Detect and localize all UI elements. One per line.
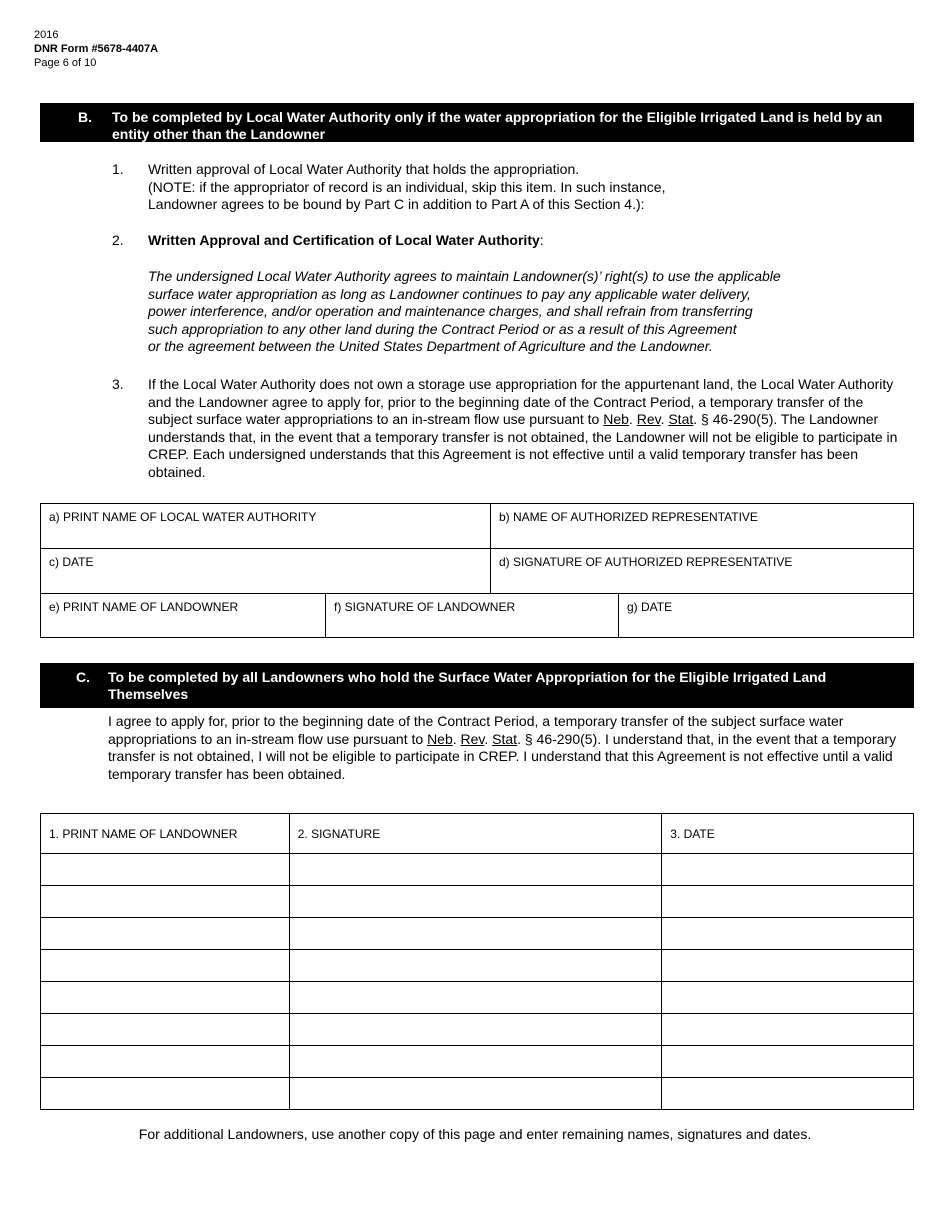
statute-c-rev: Rev: [460, 730, 485, 747]
item-1-line-2: (NOTE: if the appropriator of record is an individual, skip this item. In such instance,: [148, 178, 666, 195]
table-row: [41, 1078, 914, 1110]
table-row: [41, 886, 914, 918]
table-row: [41, 982, 914, 1014]
section-b-letter: B.: [78, 109, 92, 125]
table-row: [41, 950, 914, 982]
section-c-header: [40, 663, 914, 708]
section-c-letter: C.: [76, 669, 90, 685]
section-c-text: I agree to apply for, prior to the beginning date of the Contract Period, a temporary transfer of the subject surface water appropriations to an in-stream flow use pursuant to Neb. Rev. Stat. § 46-290(5). I understand that, in the event that a temporary transfer is not obtained, I will not be eligible to participate in CREP. I understand that this Agreement is not effective until a valid temporary transfer has been obtained.: [108, 713, 897, 782]
section-c-title: To be completed by all Landowners who hold the Surface Water Appropriation for the Eligible Irrigated Land Themselves: [108, 669, 827, 702]
date-cell[interactable]: [662, 918, 914, 950]
field-f-label: f) SIGNATURE OF LANDOWNER: [334, 600, 516, 614]
item-1-number: 1.: [112, 161, 124, 177]
col-date: 3. DATE: [662, 814, 914, 854]
field-landowner-date[interactable]: [618, 593, 914, 638]
col-print-name: 1. PRINT NAME OF LANDOWNER: [41, 814, 290, 854]
name-cell[interactable]: [41, 982, 290, 1014]
signature-cell[interactable]: [289, 854, 662, 886]
table-row: [41, 918, 914, 950]
signature-cell[interactable]: [289, 982, 662, 1014]
landowner-signature-table: [40, 813, 914, 1110]
cert-line-3: power interference, and/or operation and maintenance charges, and shall refrain from transferring: [148, 303, 753, 319]
date-cell[interactable]: [662, 982, 914, 1014]
date-cell[interactable]: [662, 950, 914, 982]
date-cell[interactable]: [662, 1078, 914, 1110]
cert-line-2: surface water appropriation as long as Landowner continues to pay any applicable water delivery,: [148, 285, 751, 302]
form-header: [34, 28, 158, 70]
field-landowner-name[interactable]: [40, 593, 326, 638]
field-landowner-signature[interactable]: [325, 593, 619, 638]
form-number: DNR Form #5678-4407A: [34, 43, 159, 55]
date-cell[interactable]: [662, 1046, 914, 1078]
cert-line-4: such appropriation to any other land during the Contract Period or as a result of this Agreement: [148, 320, 737, 337]
certification-text: [148, 268, 878, 356]
field-d-label: d) SIGNATURE OF AUTHORIZED REPRESENTATIVE: [499, 555, 793, 569]
statute-c-stat: Stat: [492, 730, 518, 747]
section-b-item-3: [112, 376, 902, 482]
name-cell[interactable]: [41, 950, 290, 982]
name-cell[interactable]: [41, 1014, 290, 1046]
field-e-label: e) PRINT NAME OF LANDOWNER: [49, 600, 239, 614]
date-cell[interactable]: [662, 854, 914, 886]
section-b-item-1: [112, 161, 902, 217]
name-cell[interactable]: [41, 1046, 290, 1078]
name-cell[interactable]: [41, 918, 290, 950]
statute-neb: Neb: [603, 411, 629, 427]
field-a-label: a) PRINT NAME OF LOCAL WATER AUTHORITY: [49, 510, 317, 524]
page-number: Page 6 of 10: [34, 57, 97, 69]
item-2-number: 2.: [112, 232, 124, 248]
col-signature: 2. SIGNATURE: [289, 814, 662, 854]
signature-cell[interactable]: [289, 918, 662, 950]
item-1-line-3: Landowner agrees to be bound by Part C in addition to Part A of this Section 4.):: [148, 196, 645, 212]
cert-line-5: or the agreement between the United States Department of Agriculture and the Landowner.: [148, 338, 713, 354]
field-authorized-representative-name[interactable]: [490, 503, 914, 549]
form-year: 2016: [34, 29, 59, 41]
signature-cell[interactable]: [289, 1046, 662, 1078]
statute-c-neb: Neb: [427, 730, 453, 747]
signature-cell[interactable]: [289, 950, 662, 982]
statute-rev: Rev: [636, 411, 661, 427]
section-b-item-2: [112, 232, 902, 252]
field-c-label: c) DATE: [49, 555, 94, 569]
item-2-colon: :: [539, 232, 544, 248]
item-3-text: If the Local Water Authority does not own a storage use appropriation for the appurtenant land, the Local Water Authority and the Landowner agree to apply for, prior to the beginning date of the Contract Period, a temporary transfer of the subject surface water appropriations to an in-stream flow use pursuant to Neb. Rev. Stat. § 46-290(5). The Landowner understands that, in the event that a temporary transfer is not obtained, the Landowner will not be eligible to participate in CREP. Each undersigned understands that this Agreement is not effective until a valid temporary transfer has been obtained.: [148, 376, 898, 480]
signature-cell[interactable]: [289, 1014, 662, 1046]
signature-cell[interactable]: [289, 886, 662, 918]
date-cell[interactable]: [662, 1014, 914, 1046]
name-cell[interactable]: [41, 854, 290, 886]
table-row: [41, 1046, 914, 1078]
item-1-line-1: Written approval of Local Water Authority that holds the appropriation.: [148, 161, 580, 177]
cert-line-1: The undersigned Local Water Authority agrees to maintain Landowner(s)’ right(s) to use the applicable: [148, 268, 781, 284]
item-2-heading: Written Approval and Certification of Local Water Authority: [148, 232, 540, 248]
item-3-number: 3.: [112, 376, 124, 392]
field-g-label: g) DATE: [627, 600, 673, 614]
footer-note: For additional Landowners, use another copy of this page and enter remaining names, signatures and dates.: [138, 1126, 812, 1142]
name-cell[interactable]: [41, 886, 290, 918]
section-b-header: [40, 103, 914, 142]
date-cell[interactable]: [662, 886, 914, 918]
table-header-row: [41, 814, 914, 854]
signature-cell[interactable]: [289, 1078, 662, 1110]
field-b-label: b) NAME OF AUTHORIZED REPRESENTATIVE: [499, 510, 758, 524]
name-cell[interactable]: [41, 1078, 290, 1110]
statute-stat: Stat: [668, 411, 694, 427]
section-b-title: To be completed by Local Water Authority only if the water appropriation for the Eligible Irrigated Land is held by an entity other than the Landowner: [112, 109, 883, 142]
field-local-water-authority-name[interactable]: [40, 503, 491, 549]
table-row: [41, 1014, 914, 1046]
table-row: [41, 854, 914, 886]
field-authorized-representative-signature[interactable]: [490, 548, 914, 594]
field-authority-date[interactable]: [40, 548, 491, 594]
